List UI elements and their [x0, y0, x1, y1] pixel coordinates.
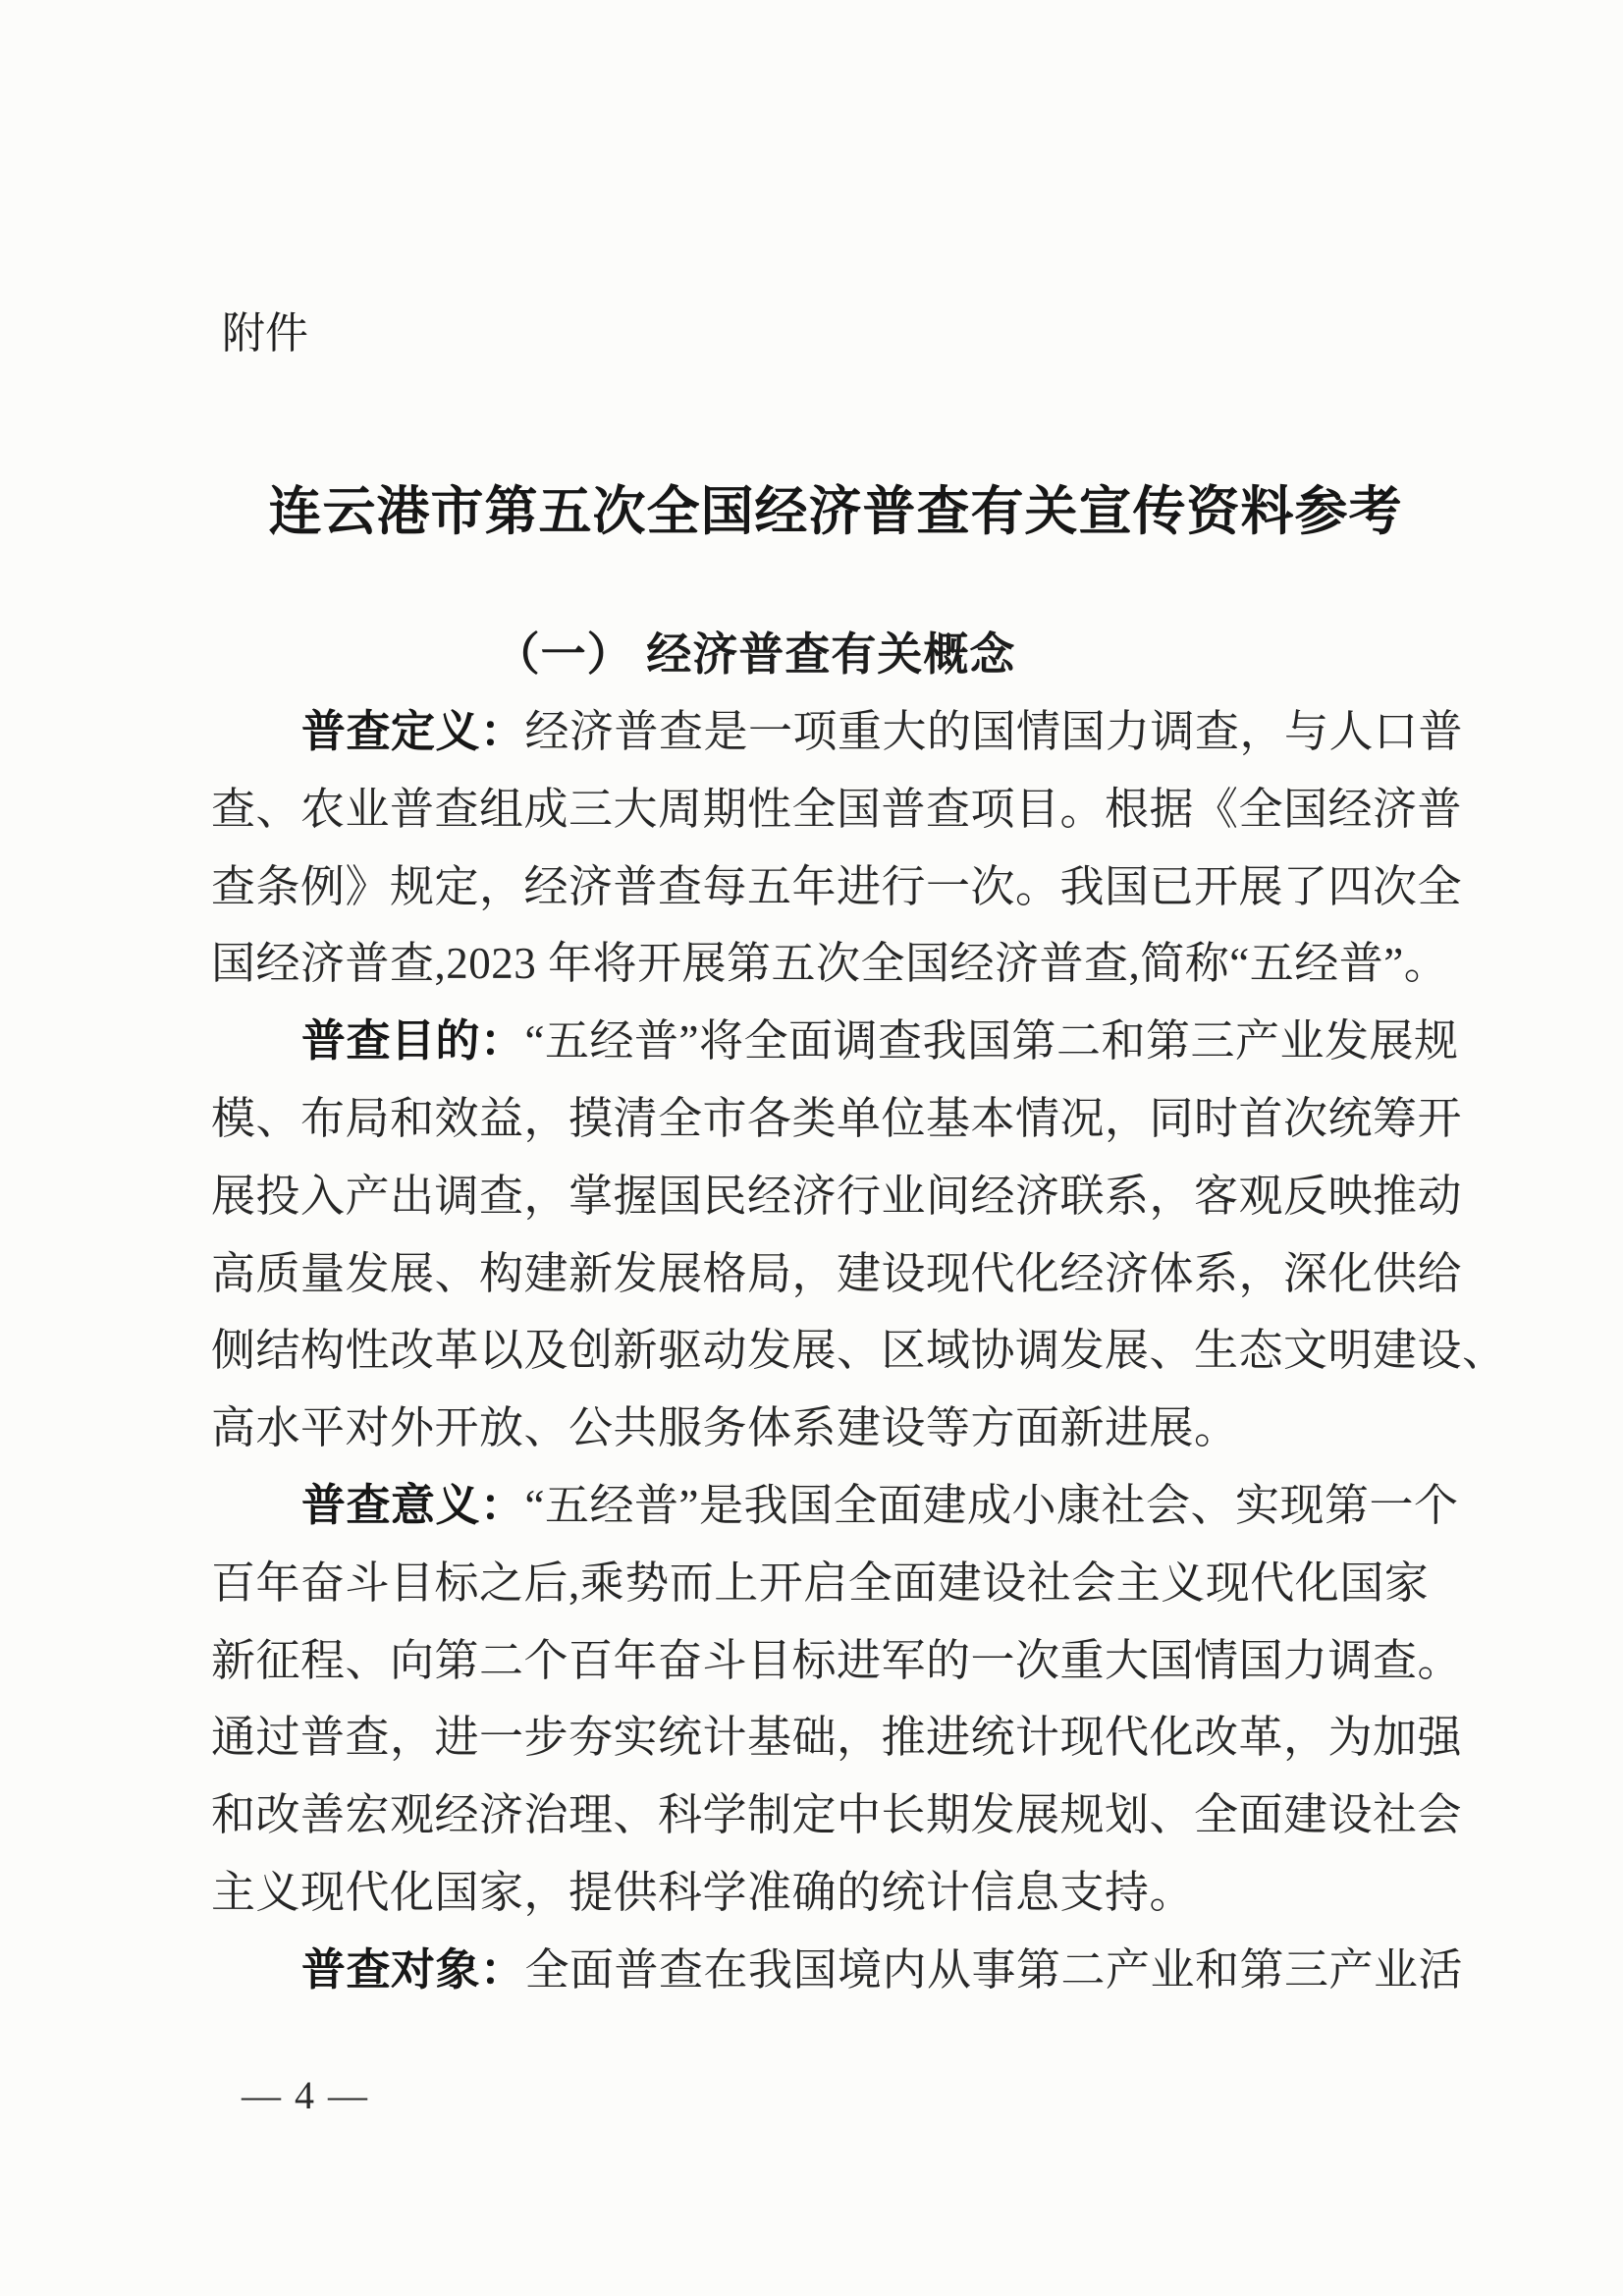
paragraph-text: “五经普”是我国全面建成小康社会、实现第一个	[524, 1480, 1459, 1530]
body-line	[211, 1003, 1459, 1080]
paragraph-label: 普查目的：	[301, 1015, 525, 1066]
body-line: 和改善宏观经济治理、科学制定中长期发展规划、全面建设社会	[211, 1790, 1463, 1840]
attachment-label: 附件	[222, 309, 308, 357]
body-line: 查条例》规定，经济普查每五年进行一次。我国已开展了四次全	[211, 861, 1463, 911]
body-line	[211, 693, 1464, 771]
body-line: 主义现代化国家，提供科学准确的统计信息支持。	[211, 1867, 1195, 1917]
paragraph-label: 普查意义：	[301, 1479, 525, 1530]
body-line: 新征程、向第二个百年奋斗目标进军的一次重大国情国力调查。	[211, 1635, 1463, 1685]
document-title: 连云港市第五次全国经济普查有关宣传资料参考	[268, 482, 1403, 542]
body-line: 百年奋斗目标之后,乘势而上开启全面建设社会主义现代化国家	[211, 1558, 1430, 1608]
body-line: 侧结构性改革以及创新驱动发展、区域协调发展、生态文明建设、	[211, 1326, 1507, 1376]
body-line: 模、布局和效益，摸清全市各类单位基本情况，同时首次统筹开	[211, 1093, 1463, 1143]
page-number: — 4 —	[242, 2073, 369, 2117]
paragraph-text: “五经普”将全面调查我国第二和第三产业发展规	[524, 1016, 1459, 1066]
section-heading: （一） 经济普查有关概念	[494, 629, 1016, 681]
body-line: 国经济普查,2023 年将开展第五次全国经济普查,简称“五经普”。	[211, 939, 1449, 989]
paragraph-label: 普查对象：	[301, 1943, 525, 1995]
body-line	[211, 1932, 1464, 2009]
document-body	[211, 693, 1507, 2009]
body-line: 展投入产出调查，掌握国民经济行业间经济联系，客观反映推动	[211, 1171, 1463, 1221]
paragraph-text: 经济普查是一项重大的国情国力调查，与人口普	[524, 707, 1464, 756]
body-line: 高质量发展、构建新发展格局，建设现代化经济体系，深化供给	[211, 1248, 1463, 1298]
paragraph-text: 全面普查在我国境内从事第二产业和第三产业活	[524, 1944, 1464, 1995]
body-line	[211, 1467, 1459, 1545]
paragraph-label: 普查定义：	[301, 706, 525, 756]
body-line: 通过普查，进一步夯实统计基础，推进统计现代化改革，为加强	[211, 1713, 1463, 1763]
body-line: 高水平对外开放、公共服务体系建设等方面新进展。	[211, 1403, 1239, 1453]
body-line: 查、农业普查组成三大周期性全国普查项目。根据《全国经济普	[211, 784, 1463, 834]
